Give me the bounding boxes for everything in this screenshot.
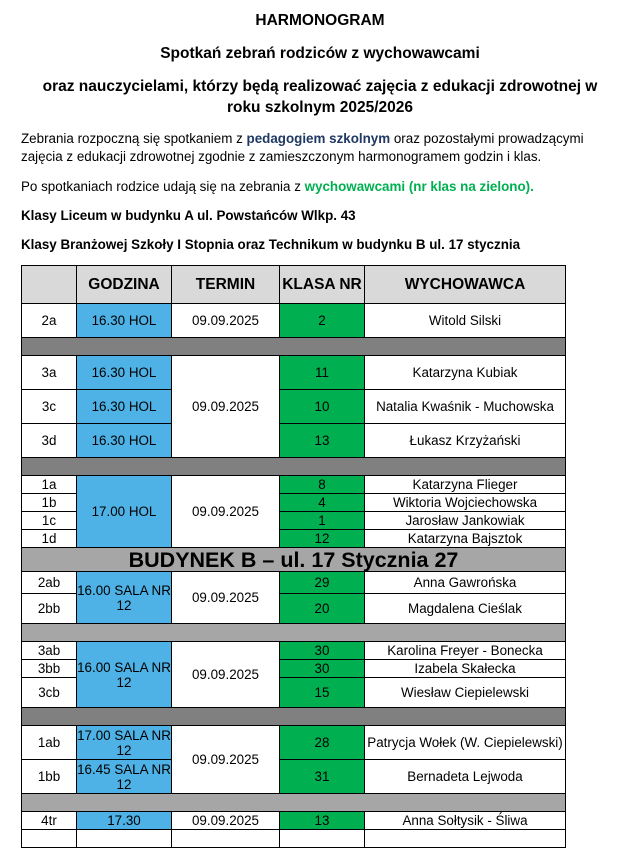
godzina-cell: 16.30 HOL [77, 390, 172, 424]
klasa-cell: 3a [22, 356, 77, 390]
klasa-cell: 4tr [22, 812, 77, 830]
header-wychowawca: WYCHOWAWCA [365, 266, 566, 304]
klasa-nr-cell: 2 [280, 304, 365, 338]
wychowawca-cell: Anna Sołtysik - Śliwa [365, 812, 566, 830]
doc-subtitle-line2: roku szkolnym 2025/2026 [226, 99, 414, 116]
klasa-nr-cell: 8 [280, 476, 365, 494]
table-header-row [22, 266, 566, 304]
klasa-nr-cell: 11 [280, 356, 365, 390]
wychowawca-cell: Patrycja Wołek (W. Ciepielewski) [365, 726, 566, 760]
klasa-cell: 2ab [22, 572, 77, 594]
godzina-cell: 16.45 SALA NR 12 [77, 761, 171, 792]
klasa-nr-cell: 29 [280, 572, 365, 594]
klasa-cell: 3ab [22, 642, 77, 660]
wychowawca-cell: Katarzyna Kubiak [365, 356, 566, 390]
after-meeting-text: Po spotkaniach rodzice udają się na zebrania z [21, 179, 305, 194]
klasa-cell: 3cb [22, 678, 77, 708]
termin-cell: 09.09.2025 [172, 476, 280, 548]
klasa-cell: 3c [22, 390, 77, 424]
header-termin: TERMIN [172, 266, 280, 304]
klasa-cell: 2a [22, 304, 77, 338]
klasa-nr-cell: 12 [280, 530, 365, 548]
header-klasa [22, 266, 77, 304]
godzina-cell: 17.00 HOL [77, 476, 172, 548]
klasa-cell: 1c [22, 512, 77, 530]
wychowawca-cell: Katarzyna Flieger [365, 476, 566, 494]
wychowawca-cell: Izabela Skałecka [365, 660, 566, 678]
klasa-nr-cell: 4 [280, 494, 365, 512]
godzina-cell: 16.30 HOL [77, 356, 172, 390]
wychowawca-cell: Bernadeta Lejwoda [365, 760, 566, 794]
godzina-cell: 16.00 SALA NR 12 [77, 642, 172, 708]
wychowawca-cell: Wiktoria Wojciechowska [365, 494, 566, 512]
intro-text-cont: oraz pozostałymi prowadzącymi zajęcia z edukacji zdrowotnej zgodnie z zamieszczonym harmonogramem godzin i klas. [21, 131, 584, 164]
intro-paragraph [21, 130, 621, 166]
wychowawca-cell: Katarzyna Bajsztok [365, 530, 566, 548]
table-row [22, 812, 566, 830]
empty-row [22, 830, 566, 848]
termin-cell: 09.09.2025 [172, 812, 280, 830]
klasa-nr-cell: 13 [280, 812, 365, 830]
termin-cell: 09.09.2025 [172, 304, 280, 338]
godzina-cell: 16.00 SALA NR 12 [77, 572, 172, 624]
intro-text: Zebrania rozpoczną się spotkaniem z [21, 131, 247, 146]
godzina-cell: 16.30 HOL [77, 424, 172, 458]
klasa-cell: 1d [22, 530, 77, 548]
building-b-row [22, 548, 566, 572]
klasa-nr-cell: 30 [280, 660, 365, 678]
klasa-cell: 1b [22, 494, 77, 512]
table-row [22, 476, 566, 494]
klasa-nr-cell: 10 [280, 390, 365, 424]
table-row [22, 356, 566, 390]
table-row [22, 726, 566, 760]
wychowawca-cell: Łukasz Krzyżański [365, 424, 566, 458]
building-a-info: Klasy Liceum w budynku A ul. Powstańców Wlkp. 43 [21, 208, 356, 223]
klasa-nr-cell: 1 [280, 512, 365, 530]
intro-highlight-pedagog: pedagogiem szkolnym [246, 131, 391, 146]
klasa-nr-cell: 30 [280, 642, 365, 660]
wychowawca-cell: Jarosław Jankowiak [365, 512, 566, 530]
separator-row [22, 624, 566, 642]
separator-row [22, 338, 566, 356]
wychowawca-cell: Natalia Kwaśnik - Muchowska [365, 390, 566, 424]
klasa-cell: 1ab [22, 726, 77, 760]
wychowawca-cell: Wiesław Ciepielewski [365, 678, 566, 708]
termin-cell: 09.09.2025 [172, 356, 280, 458]
table-row [22, 760, 566, 794]
doc-title: HARMONOGRAM [255, 12, 385, 29]
klasa-nr-cell: 28 [280, 726, 365, 760]
separator-row [22, 708, 566, 726]
termin-cell: 09.09.2025 [172, 726, 280, 794]
godzina-cell: 16.30 HOL [77, 304, 172, 338]
header-godzina: GODZINA [77, 266, 172, 304]
building-b-heading: BUDYNEK B – ul. 17 Stycznia 27 [22, 548, 566, 572]
klasa-nr-cell: 13 [280, 424, 365, 458]
termin-cell: 09.09.2025 [172, 642, 280, 708]
godzina-cell: 17.30 [77, 812, 172, 830]
klasa-nr-cell: 15 [280, 678, 365, 708]
termin-cell: 09.09.2025 [172, 572, 280, 624]
table-row [22, 424, 566, 458]
doc-subtitle: Spotkań zebrań rodziców z wychowawcami [160, 45, 480, 62]
doc-subtitle-line1: oraz nauczycielami, którzy będą realizować zajęcia z edukacji zdrowotnej w [42, 78, 598, 95]
klasa-cell: 3bb [22, 660, 77, 678]
schedule-table [21, 265, 566, 848]
wychowawca-cell: Karolina Freyer - Bonecka [365, 642, 566, 660]
table-row [22, 390, 566, 424]
table-row [22, 304, 566, 338]
building-b-info: Klasy Branżowej Szkoły I Stopnia oraz Technikum w budynku B ul. 17 stycznia [21, 237, 521, 252]
wychowawca-cell: Anna Gawrońska [365, 572, 566, 594]
after-meeting-highlight: wychowawcami (nr klas na zielono). [304, 179, 534, 194]
table-row [22, 642, 566, 660]
klasa-cell: 3d [22, 424, 77, 458]
header-klasa-nr: KLASA NR [280, 266, 365, 304]
klasa-nr-cell: 31 [280, 760, 365, 794]
separator-row [22, 458, 566, 476]
wychowawca-cell: Magdalena Cieślak [365, 594, 566, 624]
wychowawca-cell: Witold Silski [365, 304, 566, 338]
klasa-cell: 1a [22, 476, 77, 494]
klasa-nr-cell: 20 [280, 594, 365, 624]
table-row [22, 572, 566, 594]
klasa-cell: 1bb [22, 760, 77, 794]
separator-row [22, 794, 566, 812]
godzina-cell: 17.00 SALA NR 12 [77, 727, 171, 758]
after-meeting-paragraph [21, 178, 621, 196]
klasa-cell: 2bb [22, 594, 77, 624]
